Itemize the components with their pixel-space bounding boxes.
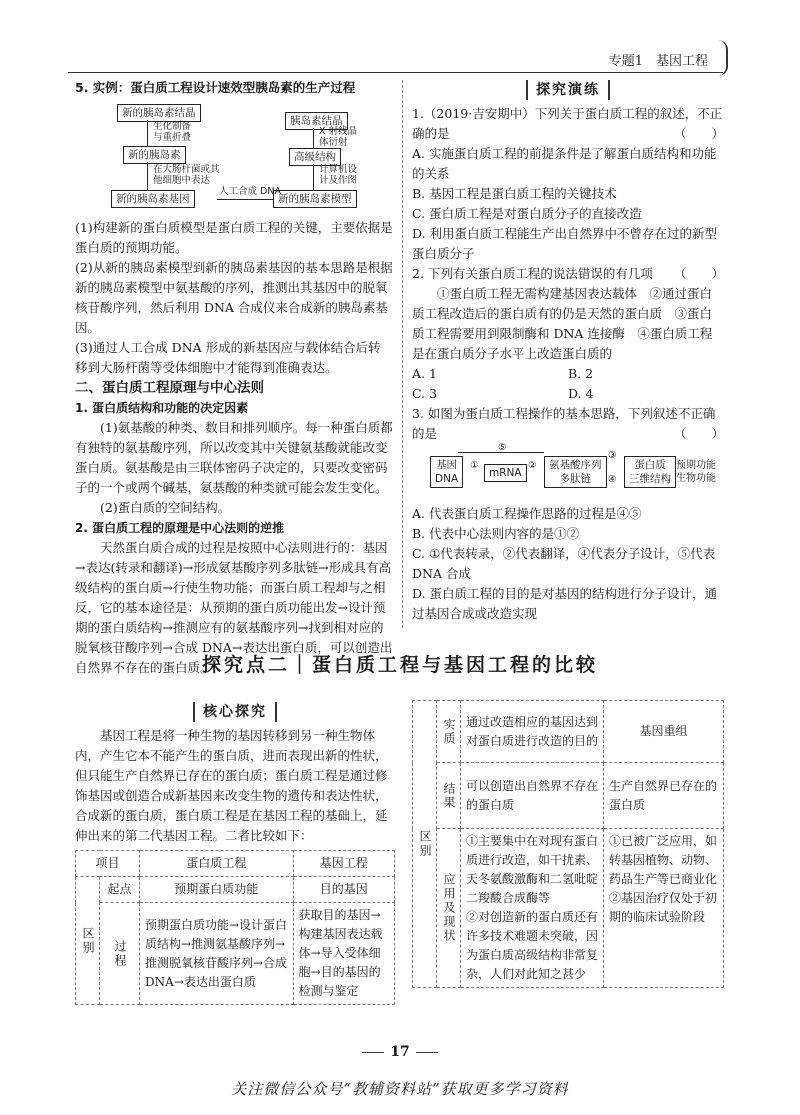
q2-option-c: C. 3: [412, 386, 438, 401]
fig-box-protein-3d: 蛋白质 三维结构: [624, 456, 676, 488]
left-column: [75, 78, 393, 678]
row-essence-gene: 基因重组: [604, 701, 724, 763]
table-group-diff-right: 区别: [413, 701, 437, 988]
row-label-start: 起点: [100, 877, 140, 903]
flow-arrow: [147, 162, 148, 190]
left-para-1: (1)构建新的蛋白质模型是蛋白质工程的关键，主要依据是蛋白质的预期功能。: [75, 220, 393, 255]
q1-option-a: A. 实施蛋白质工程的前提条件是了解蛋白质结构和功能的关系: [412, 146, 717, 181]
flow-box-new-insulin-crystal: 新的胰岛素结晶: [117, 104, 201, 122]
protein-engineering-diagram: [412, 442, 724, 500]
q2-body: ①蛋白质工程无需构建基因表达载体 ②通过蛋白质工程改造后的蛋白质有的仍是天然的蛋白质 ③蛋白质工程需要用到限制酶和 DNA 连接酶 ④蛋白质工程是在蛋白质分子水平上改造蛋白质的: [412, 286, 713, 361]
flow-arrow: [217, 199, 273, 200]
row-label-essence: 实质: [437, 701, 461, 763]
section-2-title: 二、蛋白质工程原理与中心法则: [75, 380, 264, 396]
q2-option-a: A. 1: [412, 366, 437, 381]
fig-label-3: ③: [608, 450, 617, 461]
row-label-result: 结果: [437, 763, 461, 829]
column-divider: [402, 80, 403, 628]
table-group-diff: 区别: [76, 877, 100, 1005]
flow-box-new-insulin: 新的胰岛素: [123, 146, 186, 164]
q3-option-d: D. 蛋白质工程的目的是对基因的结构进行分子设计，通过基因合成或改造实现: [412, 586, 718, 621]
comparison-table-right-wrapper: [412, 700, 724, 988]
right-column: [412, 78, 724, 624]
q2-option-b: B. 2: [568, 366, 594, 381]
flow-note-xray: X 射线晶 体衍射: [319, 126, 358, 148]
row-result-gene: 生产自然界已存在的蛋白质: [604, 763, 724, 829]
flow-box-new-insulin-model: 新的胰岛素模型: [273, 190, 357, 208]
flow-box-insulin-crystal: 胰岛素结晶: [285, 112, 348, 130]
q1-option-c: C. 蛋白质工程是对蛋白质分子的直接改造: [412, 206, 642, 221]
subsection-2-title: 2. 蛋白质工程的原理是中心法则的逆推: [75, 521, 285, 535]
flow-arrow: [313, 128, 314, 148]
sub1-para-2: (2)蛋白质的空间结构。: [100, 500, 231, 515]
fig-label-5: ⑤: [498, 442, 507, 453]
q1-stem: 1.（2019·吉安期中）下列关于蛋白质工程的叙述，不正确的是: [412, 106, 723, 141]
row-start-protein: 预期蛋白质功能: [140, 877, 294, 903]
core-explore-section: [75, 700, 395, 1005]
header-bracket-decoration: [718, 40, 728, 76]
left-para-2: (2)从新的胰岛素模型到新的胰岛素基因的基本思路是根据新的胰岛素模型中氨基酸的序列，推测出其基因中的脱氧核苷酸序列，然后利用 DNA 合成仪来合成新的胰岛素基因。: [75, 260, 393, 335]
fig-box-gene-dna: 基因 DNA: [430, 456, 463, 488]
q1-answer-blank: （ ）: [673, 126, 724, 141]
sub2-para-1: 天然蛋白质合成的过程是按照中心法则进行的：基因→表达(转录和翻译)→形成氨基酸序列多肽链→形成具有高级结构的蛋白质→行使生物功能；而蛋白质工程却与之相反，它的基本途径是：从预期的蛋白质功能出发→设计预期的蛋白质结构→推测应有的氨基酸序列→找到相对应的脱氧核苷酸序列→合成 DNA→表达出蛋白质，可以创造出自然界不存在的蛋白质。: [75, 540, 393, 675]
flow-note-refold: 生化制备 与重折叠: [153, 121, 192, 143]
row-label-application: 应用及现状: [437, 829, 461, 988]
table-head-item: 项目: [76, 851, 140, 877]
footer-note: 关注微信公众号“教辅资料站”获取更多学习资料: [231, 1080, 569, 1098]
item5-title: 5. 实例：蛋白质工程设计速效型胰岛素的生产过程: [75, 80, 356, 95]
q3-option-c: C. ①代表转录，②代表翻译，④代表分子设计，⑤代表 DNA 合成: [412, 546, 716, 581]
fig-label-4: ④: [608, 474, 617, 485]
q3-option-b: B. 代表中心法则内容的是①②: [412, 526, 580, 541]
row-start-gene: 目的基因: [293, 877, 394, 903]
flow-box-new-insulin-gene: 新的胰岛素基因: [111, 190, 195, 208]
flow-arrow: [147, 120, 148, 146]
comparison-table-left: [75, 850, 395, 1005]
subsection-1-title: 1. 蛋白质结构和功能的决定因素: [75, 401, 249, 415]
core-explore-intro: 基因工程是将一种生物的基因转移到另一种生物体内，产生它本不能产生的蛋白质，进而表现出新的性状，但只能生产自然界已存在的蛋白质；蛋白质工程是通过修饰基因或创造合成新基因来改变生物的遗传和表达性状，合成新的蛋白质，蛋白质工程是在基因工程的基础上，延伸出来的第二代基因工程。二者比较如下：: [75, 728, 388, 843]
sub1-para-1: (1)氨基酸的种类、数目和排列顺序。每一种蛋白质都有独特的氨基酸序列，所以改变其中关键氨基酸就能改变蛋白质。氨基酸是由三联体密码子决定的，只要改变密码子的一个或两个碱基，氨基酸的种类就可能会发生变化。: [75, 420, 393, 495]
flow-arrow: [313, 164, 314, 190]
exploration-point-2-title: 探究点二｜蛋白质工程与基因工程的比较: [201, 654, 598, 676]
q3-answer-blank: （ ）: [673, 426, 724, 441]
core-explore-title: 核心探究: [75, 702, 395, 722]
row-process-gene: 获取目的基因→构建基因表达载体→导入受体细胞→目的基因的检测与鉴定: [293, 903, 394, 1005]
flow-note-express: 在大肠杆菌或其 他细胞中表达: [153, 164, 220, 186]
q3-option-a: A. 代表蛋白质工程操作思路的过程是④⑤: [412, 506, 642, 521]
page-number: 17: [0, 1044, 800, 1060]
row-result-protein: 可以创造出自然界不存在的蛋白质: [461, 763, 604, 829]
q2-answer-blank: （ ）: [673, 266, 724, 281]
row-label-process: 过程: [100, 903, 140, 1005]
flow-note-computer: 计算机设 计及作图: [319, 164, 358, 186]
fig-label-2: ②: [528, 460, 537, 471]
row-essence-protein: 通过改造相应的基因达到对蛋白质进行改造的目的: [461, 701, 604, 763]
comparison-table-right: [412, 700, 724, 988]
row-application-gene: ①已被广泛应用，如转基因植物、动物、药品生产等已商业化 ②基因治疗仅处于初期的临床试验阶段: [604, 829, 724, 988]
fig-expected-function: 预期功能 生物功能: [676, 460, 716, 484]
flow-box-higher-structure: 高级结构: [289, 148, 341, 166]
q2-stem: 2. 下列有关蛋白质工程的说法错误的有几项: [412, 266, 653, 281]
flow-note-synthesis: 人工合成 DNA: [219, 186, 281, 197]
practice-section-title: 探究演练: [412, 80, 724, 100]
q3-stem: 3. 如图为蛋白质工程操作的基本思路，下列叙述不正确的是: [412, 406, 716, 441]
q1-option-b: B. 基因工程是蛋白质工程的关键技术: [412, 186, 617, 201]
table-head-protein: 蛋白质工程: [140, 851, 294, 877]
insulin-flow-diagram: [75, 102, 393, 214]
fig-box-mrna: mRNA: [484, 464, 527, 482]
header-rule: [68, 72, 723, 73]
fig-box-amino-acid: 氨基酸序列 多肽链: [544, 456, 607, 488]
q2-option-d: D. 4: [568, 386, 594, 401]
row-application-protein: ①主要集中在对现有蛋白质进行改造，如干扰素、天冬氨酸激酶和二氢吡啶二羧酸合成酶等 ②对创造新的蛋白质还有许多技术难题未突破，因为蛋白质高级结构非常复杂，人们对此知之甚少: [461, 829, 604, 988]
table-head-gene: 基因工程: [293, 851, 394, 877]
row-process-protein: 预期蛋白质功能→设计蛋白质结构→推测氨基酸序列→推测脱氧核苷酸序列→合成 DNA→表达出蛋白质: [140, 903, 294, 1005]
header-title: 专题1 基因工程: [608, 54, 708, 69]
fig-label-1: ①: [470, 460, 479, 471]
left-para-3: (3)通过人工合成 DNA 形成的新基因应与载体结合后转移到大肠杆菌等受体细胞中才能得到准确表达。: [75, 340, 381, 375]
q1-option-d: D. 利用蛋白质工程能生产出自然界中不曾存在过的新型蛋白质分子: [412, 226, 718, 261]
